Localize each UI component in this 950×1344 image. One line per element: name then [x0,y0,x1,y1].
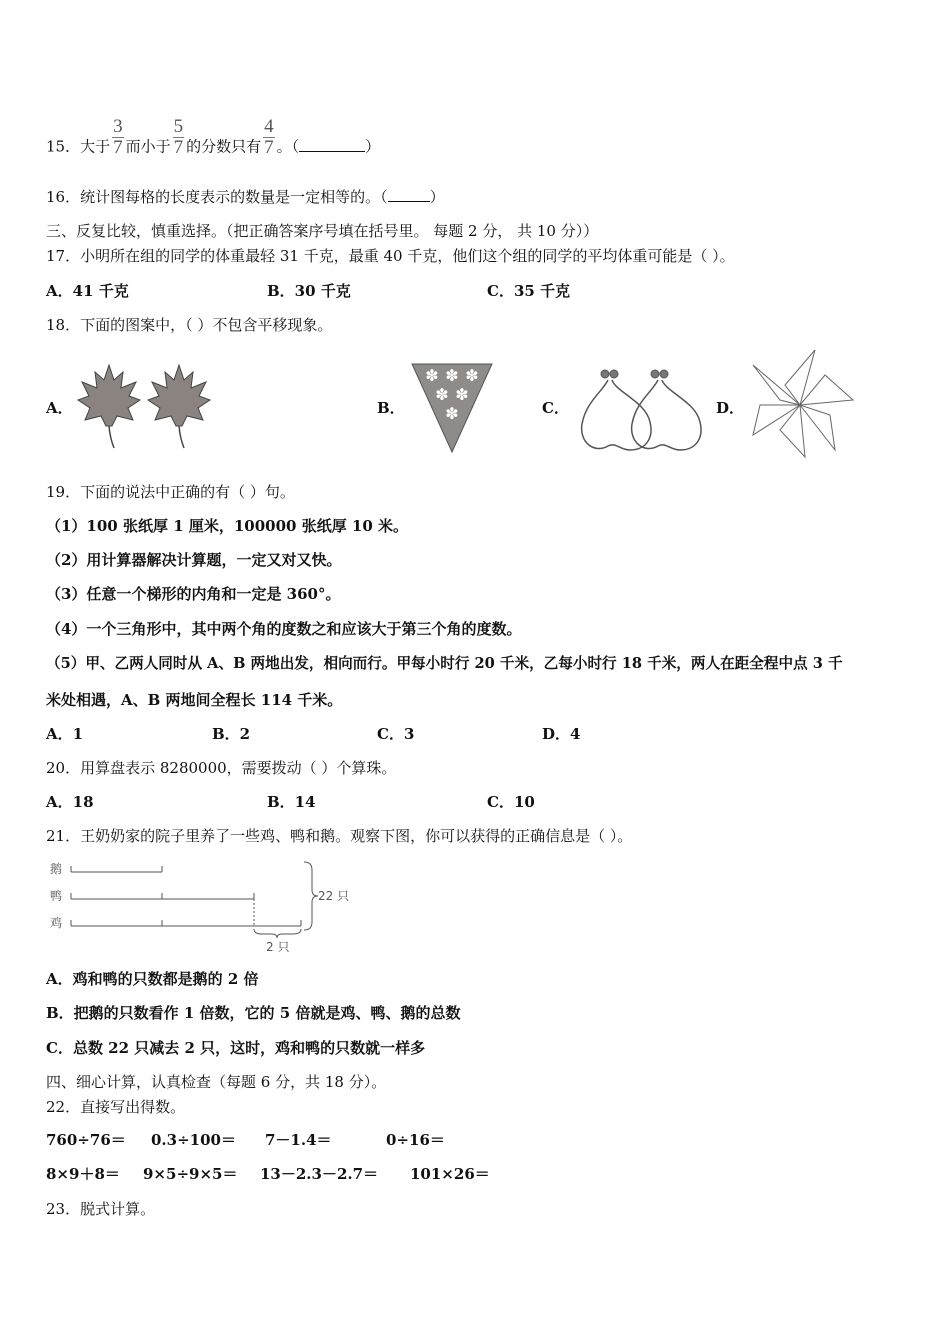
q15-mid2: 的分数只有 [186,137,262,156]
q21-option-b[interactable]: B．把鹅的只数看作 1 倍数，它的 5 倍就是鸡、鸭、鹅的总数 [46,1004,461,1022]
question-21: 21．王奶奶家的院子里养了一些鸡、鸭和鹅。观察下图，你可以获得的正确信息是（ ）。 [46,827,633,845]
answer-blank[interactable] [299,137,365,152]
triangle-flowers-figure [410,362,494,454]
question-16 [46,187,445,207]
maple-leaf-shape [78,365,140,426]
q18-option-b[interactable]: B． [377,399,405,417]
q19-statement-4: （4）一个三角形中，其中两个角的度数之和应该大于第三个角的度数。 [46,620,522,638]
fraction-denominator: 7 [113,137,123,158]
total-brace [304,862,318,930]
q17-option-a[interactable]: A．41 千克 [46,282,129,300]
question-18: 18．下面的图案中，（ ）不包含平移现象。 [46,316,333,334]
answer-blank[interactable] [388,187,430,202]
flower-icon: ✽ [445,366,459,385]
q19-statement-1: （1）100 张纸厚 1 厘米，100000 张纸厚 10 米。 [46,517,409,535]
pinwheel-blade [780,405,805,457]
q15-mid: 而小于 [125,137,171,156]
fraction-numerator: 3 [113,116,123,137]
q19-statement-3: （3）任意一个梯形的内角和一定是 360°。 [46,585,341,603]
pinwheel-blade [800,405,835,450]
question-23: 23．脱式计算。 [46,1200,156,1218]
label-goose: 鹅 [50,862,63,876]
q18-option-c[interactable]: C． [542,399,569,417]
q15-suffix: 。（ [276,137,300,156]
question-15 [46,116,381,168]
q19-statement-5-cont: 米处相遇，A、B 两地间全程长 114 千米。 [46,691,343,709]
segment-diagram [46,856,356,958]
q18-option-d[interactable]: D． [716,399,745,417]
q20-option-b[interactable]: B．14 [267,793,316,811]
fraction-denominator: 7 [264,137,274,158]
fraction-numerator: 4 [264,116,274,137]
fraction-numerator: 5 [173,116,184,137]
difference-brace [254,929,301,938]
fraction-denominator: 7 [173,137,184,158]
heart-shape [582,380,651,450]
q22-expr-6: 9×5÷9×5＝ [143,1165,238,1183]
q19-option-c[interactable]: C．3 [377,725,415,743]
flower-icon: ✽ [465,366,479,385]
q22-expr-5: 8×9＋8＝ [46,1165,120,1183]
maple-leaves-figure [76,360,216,455]
q19-option-d[interactable]: D．4 [542,725,581,743]
q15-end: ） [365,137,381,156]
section-4-heading: 四、细心计算，认真检查（每题 6 分，共 18 分）。 [46,1073,387,1091]
flower-icon: ✽ [435,385,449,404]
pinwheel-blade [753,405,800,435]
question-17: 17．小明所在组的同学的体重最轻 31 千克，最重 40 千克，他们这个组的同学的平均体重可能是（ ）。 [46,247,735,265]
q19-statement-2: （2）用计算器解决计算题，一定又对又快。 [46,551,342,569]
question-19: 19．下面的说法中正确的有（ ）句。 [46,483,295,501]
q22-expr-4: 0÷16＝ [386,1131,445,1149]
q22-expr-7: 13－2.3－2.7＝ [260,1165,379,1183]
q19-option-b[interactable]: B．2 [212,725,251,743]
q22-expr-1: 760÷76＝ [46,1131,126,1149]
flower-icon: ✽ [425,366,439,385]
q15-prefix: 15．大于 [46,137,111,156]
q20-option-a[interactable]: A．18 [46,793,94,811]
heart-shape [632,380,701,450]
q16-end: ） [429,188,445,206]
q22-expr-2: 0.3÷100＝ [151,1131,236,1149]
fraction-3-7 [112,117,124,158]
q21-option-c[interactable]: C．总数 22 只减去 2 只，这时，鸡和鸭的只数就一样多 [46,1039,426,1057]
q19-statement-5: （5）甲、乙两人同时从 A、B 两地出发，相向而行。甲每小时行 20 千米，乙每小时行 18 千米，两人在距全程中点 3 千 [46,655,843,672]
q17-option-b[interactable]: B．30 千克 [267,282,351,300]
q20-option-c[interactable]: C．10 [487,793,535,811]
q21-option-a[interactable]: A．鸡和鸭的只数都是鹅的 2 倍 [46,970,259,988]
q22-expr-8: 101×26＝ [410,1165,490,1183]
label-duck: 鸭 [50,889,63,903]
section-3-heading: 三、反复比较，慎重选择。（把正确答案序号填在括号里。 每题 2 分， 共 10 分）） [46,222,599,240]
q19-option-a[interactable]: A．1 [46,725,84,743]
pinwheel-figure [745,345,860,460]
maple-leaf-shape [148,365,210,426]
difference-label: 2 只 [266,940,290,954]
flower-icon: ✽ [445,404,459,423]
pinwheel-blade [785,350,815,405]
q17-option-c[interactable]: C．35 千克 [487,282,571,300]
label-chicken: 鸡 [50,916,63,930]
question-20: 20．用算盘表示 8280000，需要拨动（ ）个算珠。 [46,759,397,777]
q22-expr-3: 7－1.4＝ [265,1131,332,1149]
pinwheel-blade [800,375,853,405]
total-label: 22 只 [318,889,350,903]
fraction-5-7 [173,117,185,158]
fraction-4-7 [263,117,275,158]
q18-option-a[interactable]: A． [46,399,73,417]
flower-icon: ✽ [455,385,469,404]
q16-text: 16．统计图每格的长度表示的数量是一定相等的。（ [46,188,388,206]
overlapping-hearts-figure [574,362,722,457]
pinwheel-blade [753,365,800,405]
question-22: 22．直接写出得数。 [46,1098,186,1116]
